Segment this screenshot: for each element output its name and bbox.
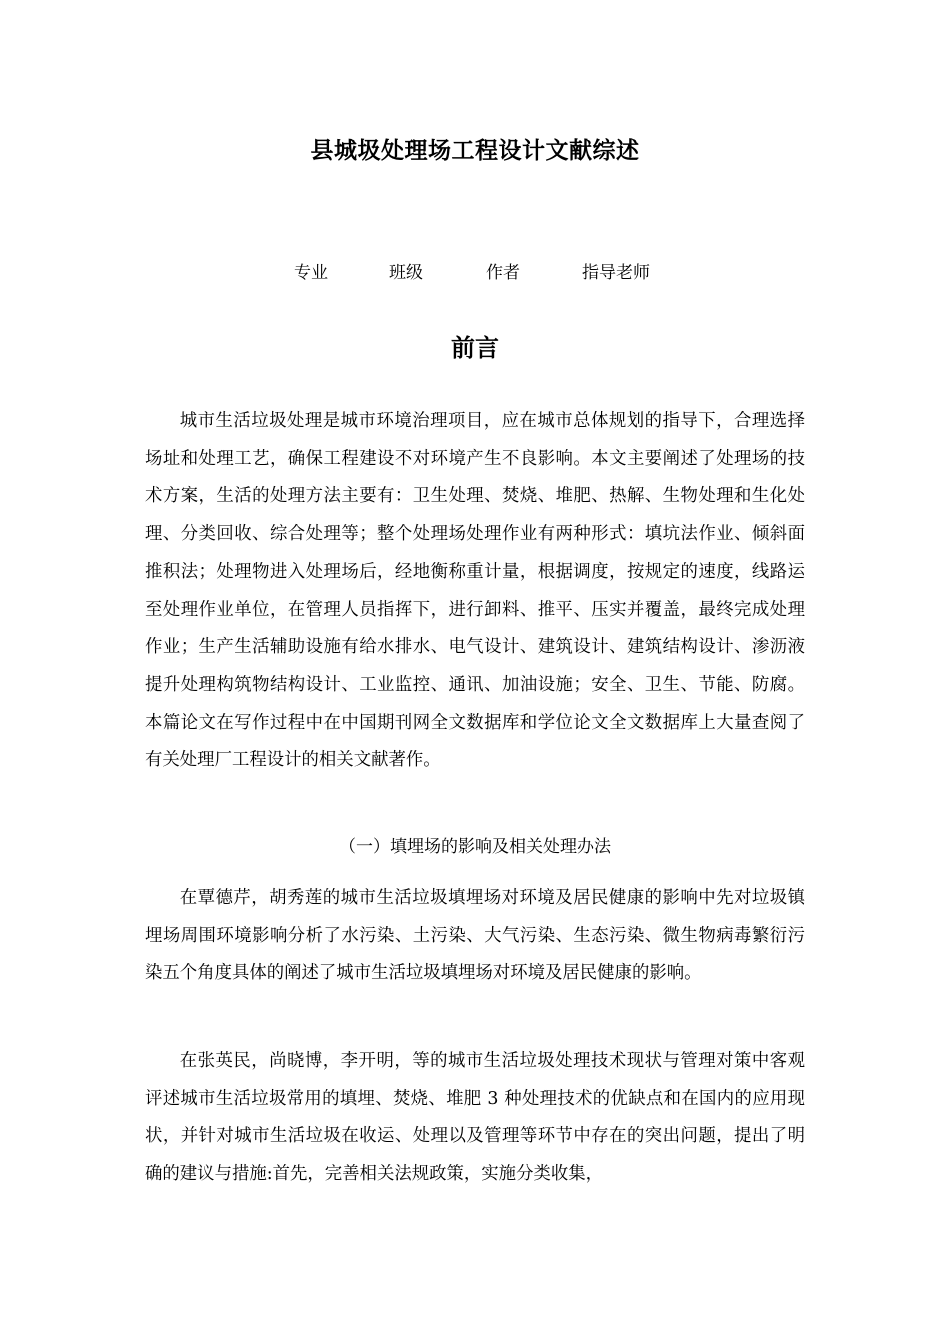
intro-paragraph: 城市生活垃圾处理是城市环境治理项目，应在城市总体规划的指导下，合理选择场址和处理工艺，确保工程建设不对环境产生不良影响。本文主要阐述了处理场的技术方案，生活的处理方法主要有：卫生处理、焚烧、堆肥、热解、生物处理和生化处理、分类回收、综合处理等；整个处理场处理作业有两种形式：填坑法作业、倾斜面推积法；处理物进入处理场后，经地衡称重计量，根据调度，按规定的速度，线路运至处理作业单位，在管理人员指挥下，进行卸料、推平、压实并覆盖，最终完成处理作业；生产生活辅助设施有给水排水、电气设计、建筑设计、建筑结构设计、渗沥液提升处理构筑物结构设计、工业监控、通讯、加油设施；安全、卫生、节能、防腐。本篇论文在写作过程中在中国期刊网全文数据库和学位论文全文数据库上大量查阅了有关处理厂工程设计的相关文献著作。 bbox=[145, 411, 805, 771]
byline-author: 作者 bbox=[486, 263, 520, 283]
body-paragraph: 在张英民，尚晓博，李开明，等的城市生活垃圾处理技术现状与管理对策中客观评述城市生活垃圾常用的填埋、焚烧、堆肥 3 种处理技术的优缺点和在国内的应用现状，并针对城市生活垃圾在收运、处理以及管理等环节中存在的突出问题，提出了明确的建议与措施:首先，完善相关法规政策，实施分类收集， bbox=[145, 1051, 805, 1185]
byline-advisor: 指导老师 bbox=[582, 263, 650, 283]
byline bbox=[0, 258, 950, 284]
subsection-heading: （一）填埋场的影响及相关处理办法 bbox=[339, 837, 611, 857]
body-paragraph: 在覃德芹，胡秀莲的城市生活垃圾填埋场对环境及居民健康的影响中先对垃圾镇埋场周围环境影响分析了水污染、土污染、大气污染、生态污染、微生物病毒繁衍污染五个角度具体的阐述了城市生活垃圾填埋场对环境及居民健康的影响。 bbox=[145, 888, 805, 984]
document-title: 县城圾处理场工程设计文献综述 bbox=[310, 138, 640, 164]
byline-class: 班级 bbox=[389, 263, 423, 283]
byline-major: 专业 bbox=[294, 263, 328, 283]
section-heading: 前言 bbox=[451, 334, 499, 362]
